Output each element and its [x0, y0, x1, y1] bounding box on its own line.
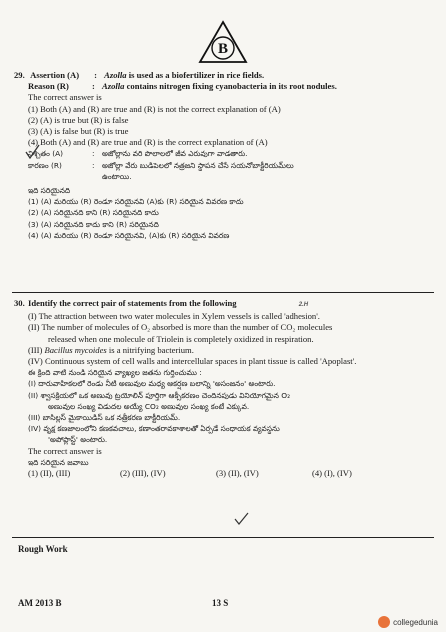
- q30-tel-statement-3: (III) బాసిల్లస్ మైకాయిడిస్ ఒక నత్రీకరణ బాక్టీరియమ్.: [28, 413, 181, 423]
- q29-option-4: (4) Both (A) and (R) are true and (R) is the correct explanation of (A): [28, 137, 268, 148]
- q29-reason: Reason (R) : Azolla contains nitrogen fixing cyanobacteria in its root nodules.: [28, 81, 337, 92]
- q30-tel-statement-2: (II) శ్వాసక్రియలో ఒక అణువు ట్రయోలిన్ పూర్తిగా ఆక్సీకరణం చెందినపుడు వినియోగమైన O₂: [28, 390, 291, 400]
- q29-option-1: (1) Both (A) and (R) are true and (R) is not the correct explanation of (A): [28, 103, 281, 114]
- rough-work-label: Rough Work: [18, 544, 68, 554]
- tick-mark-icon: [234, 512, 250, 526]
- q30-tel-stem: ఈ క్రింది వాటి నుండి సరియైన వ్యాఖ్యల జతను గుర్తించుము :: [28, 368, 202, 378]
- q29-assertion: 29. Assertion (A) : Azolla is used as a biofertilizer in rice fields.: [14, 70, 265, 80]
- q29-tel-reason-cont: ఉంటాయి.: [102, 171, 132, 181]
- q30-statement-2: (II) The number of molecules of O₂ absorbed is more than the number of CO₂ molecules: [28, 322, 333, 333]
- q30-statement-3: (III) Bacillus mycoides is a nitrifying bacterium.: [28, 344, 194, 355]
- q29-option-2: (2) (A) is true but (R) is false: [28, 114, 129, 125]
- page-number: 13 S: [212, 598, 229, 608]
- collegedunia-logo-icon: [378, 616, 390, 628]
- q29-tel-option-4: (4) (A) మరియు (R) రెండూ సరియైనవి, (A)కు (R) సరియైన వివరణ: [28, 230, 230, 240]
- divider: [12, 292, 434, 293]
- watermark: [378, 616, 438, 628]
- q29-option-3: (3) (A) is false but (R) is true: [28, 126, 129, 137]
- watermark-text: collegedunia: [393, 617, 438, 627]
- q30-statement-2-cont: released when one molecule of Triolein is completely oxidized in respiration.: [48, 333, 314, 344]
- q30-tel-statement-1: (I) దారువాహికలలో రెండు నీటి అణువుల మధ్య ఆకర్షణ బలాన్ని 'అసంజనం' అంటారు.: [28, 379, 276, 389]
- q29-tel-option-2: (2) (A) సరియైనది కాని (R) సరియైనది కాదు: [28, 208, 159, 218]
- q29-tel-option-1: (1) (A) మరియు (R) రెండూ సరియైనవి (A)కు (R) సరియైన వివరణ కాదు: [28, 197, 244, 207]
- q30-option-3: (3) (II), (IV): [216, 468, 259, 479]
- q30-options: [14, 468, 432, 479]
- q29-tel-assertion: నిశ్చితం (A) : అజోల్లాను వరి పొలాలలో జీవ ఎరువుగా వాడతారు.: [28, 149, 248, 159]
- q30-tel-statement-2-cont: అణువుల సంఖ్య విడుదల అయ్యే CO₂ అణువుల సంఖ్య కంటే ఎక్కువ.: [48, 401, 250, 411]
- paper-code: AM 2013 B: [18, 598, 62, 608]
- q30-statement-1: (I) The attraction between two water molecules in Xylem vessels is called 'adhesion'.: [28, 311, 320, 322]
- question-29: [14, 70, 432, 241]
- q30-option-4: (4) (I), (IV): [312, 468, 352, 479]
- q30-tel-prompt: ఇది సరియైన జవాబు: [28, 457, 89, 467]
- q30-prompt: The correct answer is: [28, 445, 102, 456]
- q30-statement-4: (IV) Continuous system of cell walls and intercellular spaces in plant tissue is called 'Apoplast'.: [28, 356, 357, 367]
- question-30: [14, 298, 432, 479]
- divider: [12, 537, 434, 538]
- margin-mark: 2.H: [298, 302, 309, 308]
- series-letter: B: [217, 41, 229, 57]
- q30-tel-statement-4-cont: 'అపోప్లాస్ట్' అంటారు.: [48, 435, 108, 445]
- q29-tel-option-3: (3) (A) సరియైనది కాదు కాని (R) సరియైనది: [28, 219, 159, 229]
- q30-option-2: (2) (III), (IV): [120, 468, 166, 479]
- q29-tel-prompt: ఇది సరియైనది: [28, 186, 71, 196]
- tick-mark-icon: [24, 143, 42, 161]
- q30-option-1: (1) (II), (III): [28, 468, 71, 479]
- q30-stem: 30. Identify the correct pair of statements from the following 2.H: [14, 298, 309, 308]
- q29-prompt: The correct answer is: [28, 92, 102, 103]
- booklet-series-logo: [198, 20, 248, 64]
- q29-tel-reason: కారణం (R) : అజోల్లా వేరు బుడిపెలలో నత్రజని స్థాపన చేసే సయనోబాక్టీరియమ్‌లు: [28, 160, 294, 170]
- q30-tel-statement-4: (IV) వృక్ష కణజాలంలోని కణకవచాలు, కణాంతరావకాశాలతో ఏర్పడే సంధాయక వ్యవస్థను: [28, 424, 280, 434]
